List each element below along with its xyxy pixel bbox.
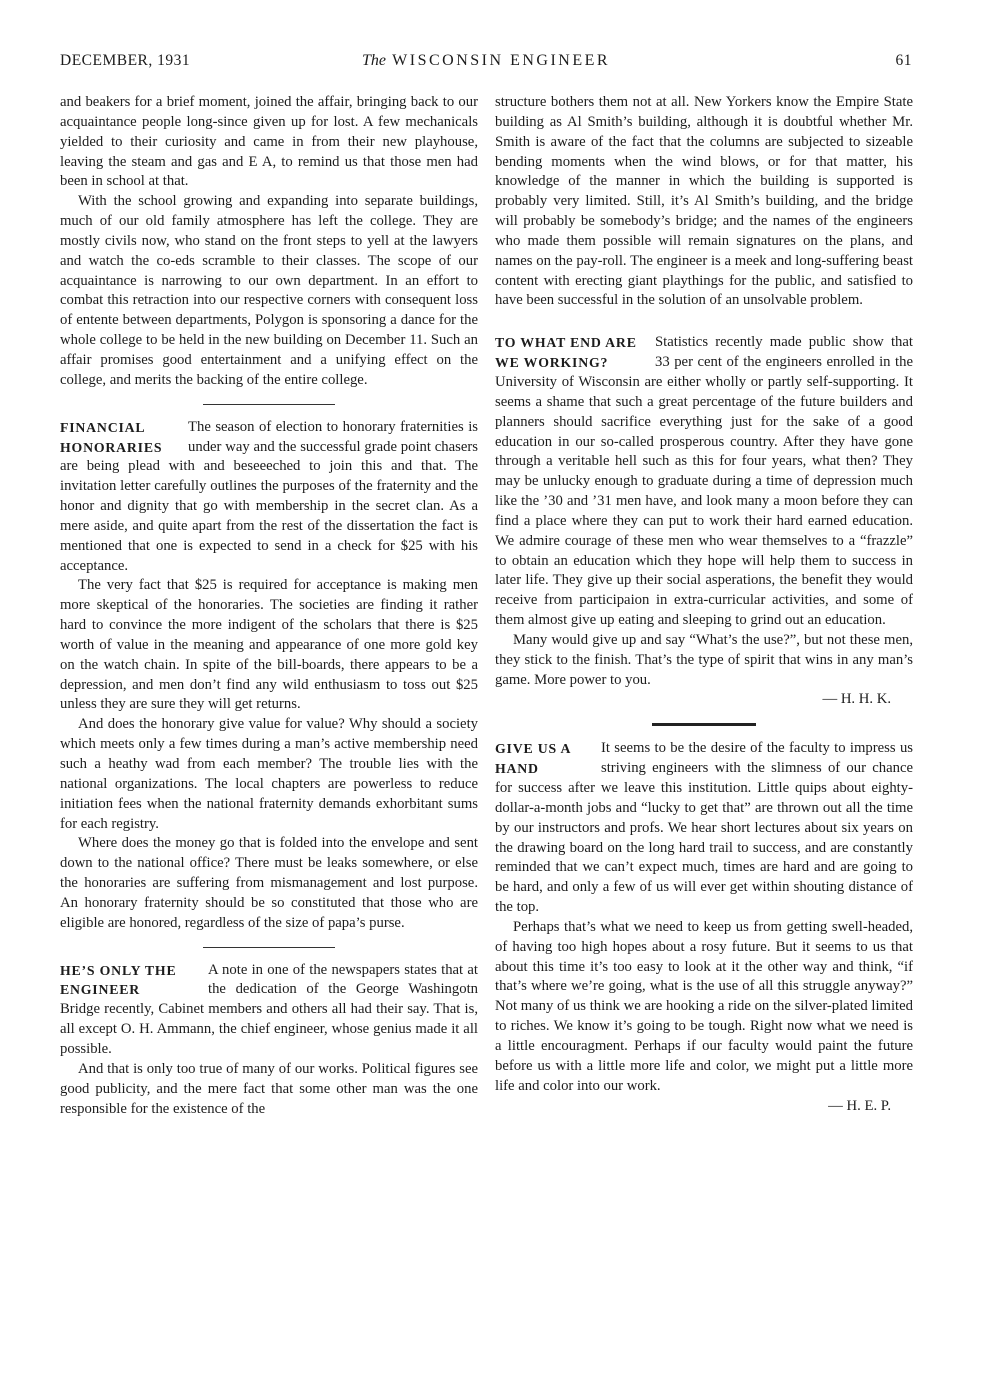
left-column xyxy=(60,93,478,1119)
page-number: 61 xyxy=(895,52,912,69)
author-signature: — H. H. K. xyxy=(822,691,891,708)
page-header xyxy=(60,52,912,76)
article-paragraph: A note in one of the newspapers states that at the dedication of the George Washingotn Bridge recently, Cabinet members and others all had their say. That is, all except O. H. Ammann, the chief engineer, whose genius made it all possible. xyxy=(60,961,478,1057)
issue-date: DECEMBER, 1931 xyxy=(60,52,191,69)
right-column xyxy=(495,93,913,1116)
section-divider xyxy=(203,947,335,948)
section-heading: FINANCIAL HONORARIES xyxy=(60,419,163,455)
section-heading: TO WHAT END ARE WE WORKING? xyxy=(495,335,637,371)
section-heading: HE’S ONLY THE ENGINEER xyxy=(60,962,177,998)
intro-paragraph: With the school growing and expanding into separate buildings, much of our old family atmosphere has left the college. They are mostly civils now, who stand on the front steps to yell at the lawyers and watch the co-eds scramble to their classes. The scope of our acquaintance is narrowing to our own department. In an effort to combat this retraction into our respective corners with consequent loss of entente between departments, Polygon is sponsoring a dance for the whole college to be held in the new building on December 11. Such an affair promises good entertainment and a unifying effect on the college, and merits the backing of the entire college. xyxy=(60,193,478,388)
continued-paragraph: structure bothers them not at all. New Yorkers know the Empire State building as Al Smith’s building, although it is doubtful whether Mr. Smith is aware of the fact that the columns are subjected to sizeable bending moments when the wind blows, or for that matter, his knowledge of the manner in which the building is supported is probably very limited. Still, it’s Al Smith’s building, and the bridge will probably be somebody’s bridge; and the names of the engineers who made them possible will remain signatures on the plans, and names on the pay-roll. The engineer is a meek and long-suffering beast content with erecting giant playthings for the public, and satisfied to have been successful in the solution of an unsolvable problem. xyxy=(495,94,913,309)
section-heading: GIVE US A HAND xyxy=(495,741,571,777)
give-us-a-hand-section xyxy=(495,739,913,1116)
only-the-engineer-section xyxy=(60,961,478,1120)
article-paragraph: Perhaps that’s what we need to keep us from getting swell-headed, of having too high hopes about a rosy future. But it seems to us that about this time it’s too easy to look at it the other way and think, “if that’s where we’re going, what is the use of all this struggle anyway?” Not many of us think we are hooking a ride on the silver-plated limited to riches. We know it’s going to be tough. Right now what we need is a little encouragment. Perhaps if our faculty would paint the future before us with a little more life and color, we might put a little more life and color into our work. xyxy=(495,918,913,1094)
article-paragraph: And does the honorary give value for value? Why should a society which meets only a few times during a man’s active membership need such a heathy wad from each member? The trouble lies with the national organizations. The local chapters are powerless to reduce initiation fees when the national fraternity demands exhorbitant sums for each registry. xyxy=(60,716,478,832)
financial-honoraries-section xyxy=(60,418,478,934)
author-signature: — H. E. P. xyxy=(828,1097,891,1114)
magazine-title xyxy=(60,52,912,70)
what-end-working-section xyxy=(495,333,913,710)
magazine-title-main: WISCONSIN ENGINEER xyxy=(392,52,611,69)
article-paragraph: Where does the money go that is folded into the envelope and sent down to the national office? There must be leaks somewhere, or else the honoraries are suffering from mismanagement and lost purpose. An honorary fraternity should be so constituted that those who are eligible are honored, regardless of the size of papa’s purse. xyxy=(60,835,478,931)
article-paragraph: And that is only too true of many of our works. Political figures see good publicity, and the mere fact that some other man was the one responsible for the existence of the xyxy=(60,1060,478,1117)
section-divider xyxy=(652,723,756,726)
article-paragraph: It seems to be the desire of the faculty to impress us striving engineers with the slimness of our chance for success after we leave this institution. Little quips about eighty-dollar-a-month jobs and “lucky to get that” are thrown out all the time by our instructors and profs. We hear short lectures about six years on the drawing board on the long hard trail to success, and are constantly reminded that we can’t expect much, times are hard and are going to be hard, and only a few of us will ever get within shouting distance of the top. xyxy=(495,740,913,916)
article-paragraph: The season of election to honorary fraternities is under way and the successful grade point chasers are being plead with and beseeeched to join this and that. The invitation letter carefully outlines the purposes of the fraternity and the honor and dignity that go with membership in the secret clan. As a mere aside, and quite apart from the rest of the dissertation the fact is mentioned that one is expected to send in a check for $25 with his acceptance. xyxy=(60,418,478,574)
magazine-title-prefix: The xyxy=(361,52,386,69)
article-paragraph: The very fact that $25 is required for acceptance is making men more skeptical of the honoraries. The societies are finding it rather hard to convince the more indigent of the scholars that there is $25 worth of value in the meaning and appearance of one more gold key on the watch chain. In spite of the bill-boards, there appears to be a depression, and men don’t find any wild enthusiasm to toss out $25 unless they are sure they will get returns. xyxy=(60,577,478,713)
article-paragraph: Many would give up and say “What’s the use?”, but not these men, they stick to the finish. That’s the type of spirit that wins in any man’s game. More power to you. xyxy=(495,631,913,688)
intro-paragraph: and beakers for a brief moment, joined the affair, bringing back to our acquaintance people long-since given up for lost. A few mechanicals yielded to their curiosity and came in from their new playhouse, leaving the steam and gas and E A, to remind us that those men had been in school at that. xyxy=(60,94,478,190)
section-divider xyxy=(203,404,335,405)
article-paragraph: Statistics recently made public show that 33 per cent of the engineers enrolled in the University of Wisconsin are either wholly or partly self-supporting. It seems a shame that such a great percentage of the future builders and planners should sacrifice everything just for the sake of a good education in our so-called prosperous country. After they have gone through a veritable hell such as this for four years, what then? They may be unlucky enough to graduate during a time of depression much like the ’30 and ’31 men have, and look many a moon before they can find a place where they can put to work their hard earned education. We admire courage of these men who wear themselves to a “frazzle” to obtain an education which they hope will help them to success in later life. They give up their social asperations, the benefit they would receive from participaion in extra-curricular activities, and some of them almost give up eating and sleeping to grind out an education. xyxy=(495,334,913,629)
